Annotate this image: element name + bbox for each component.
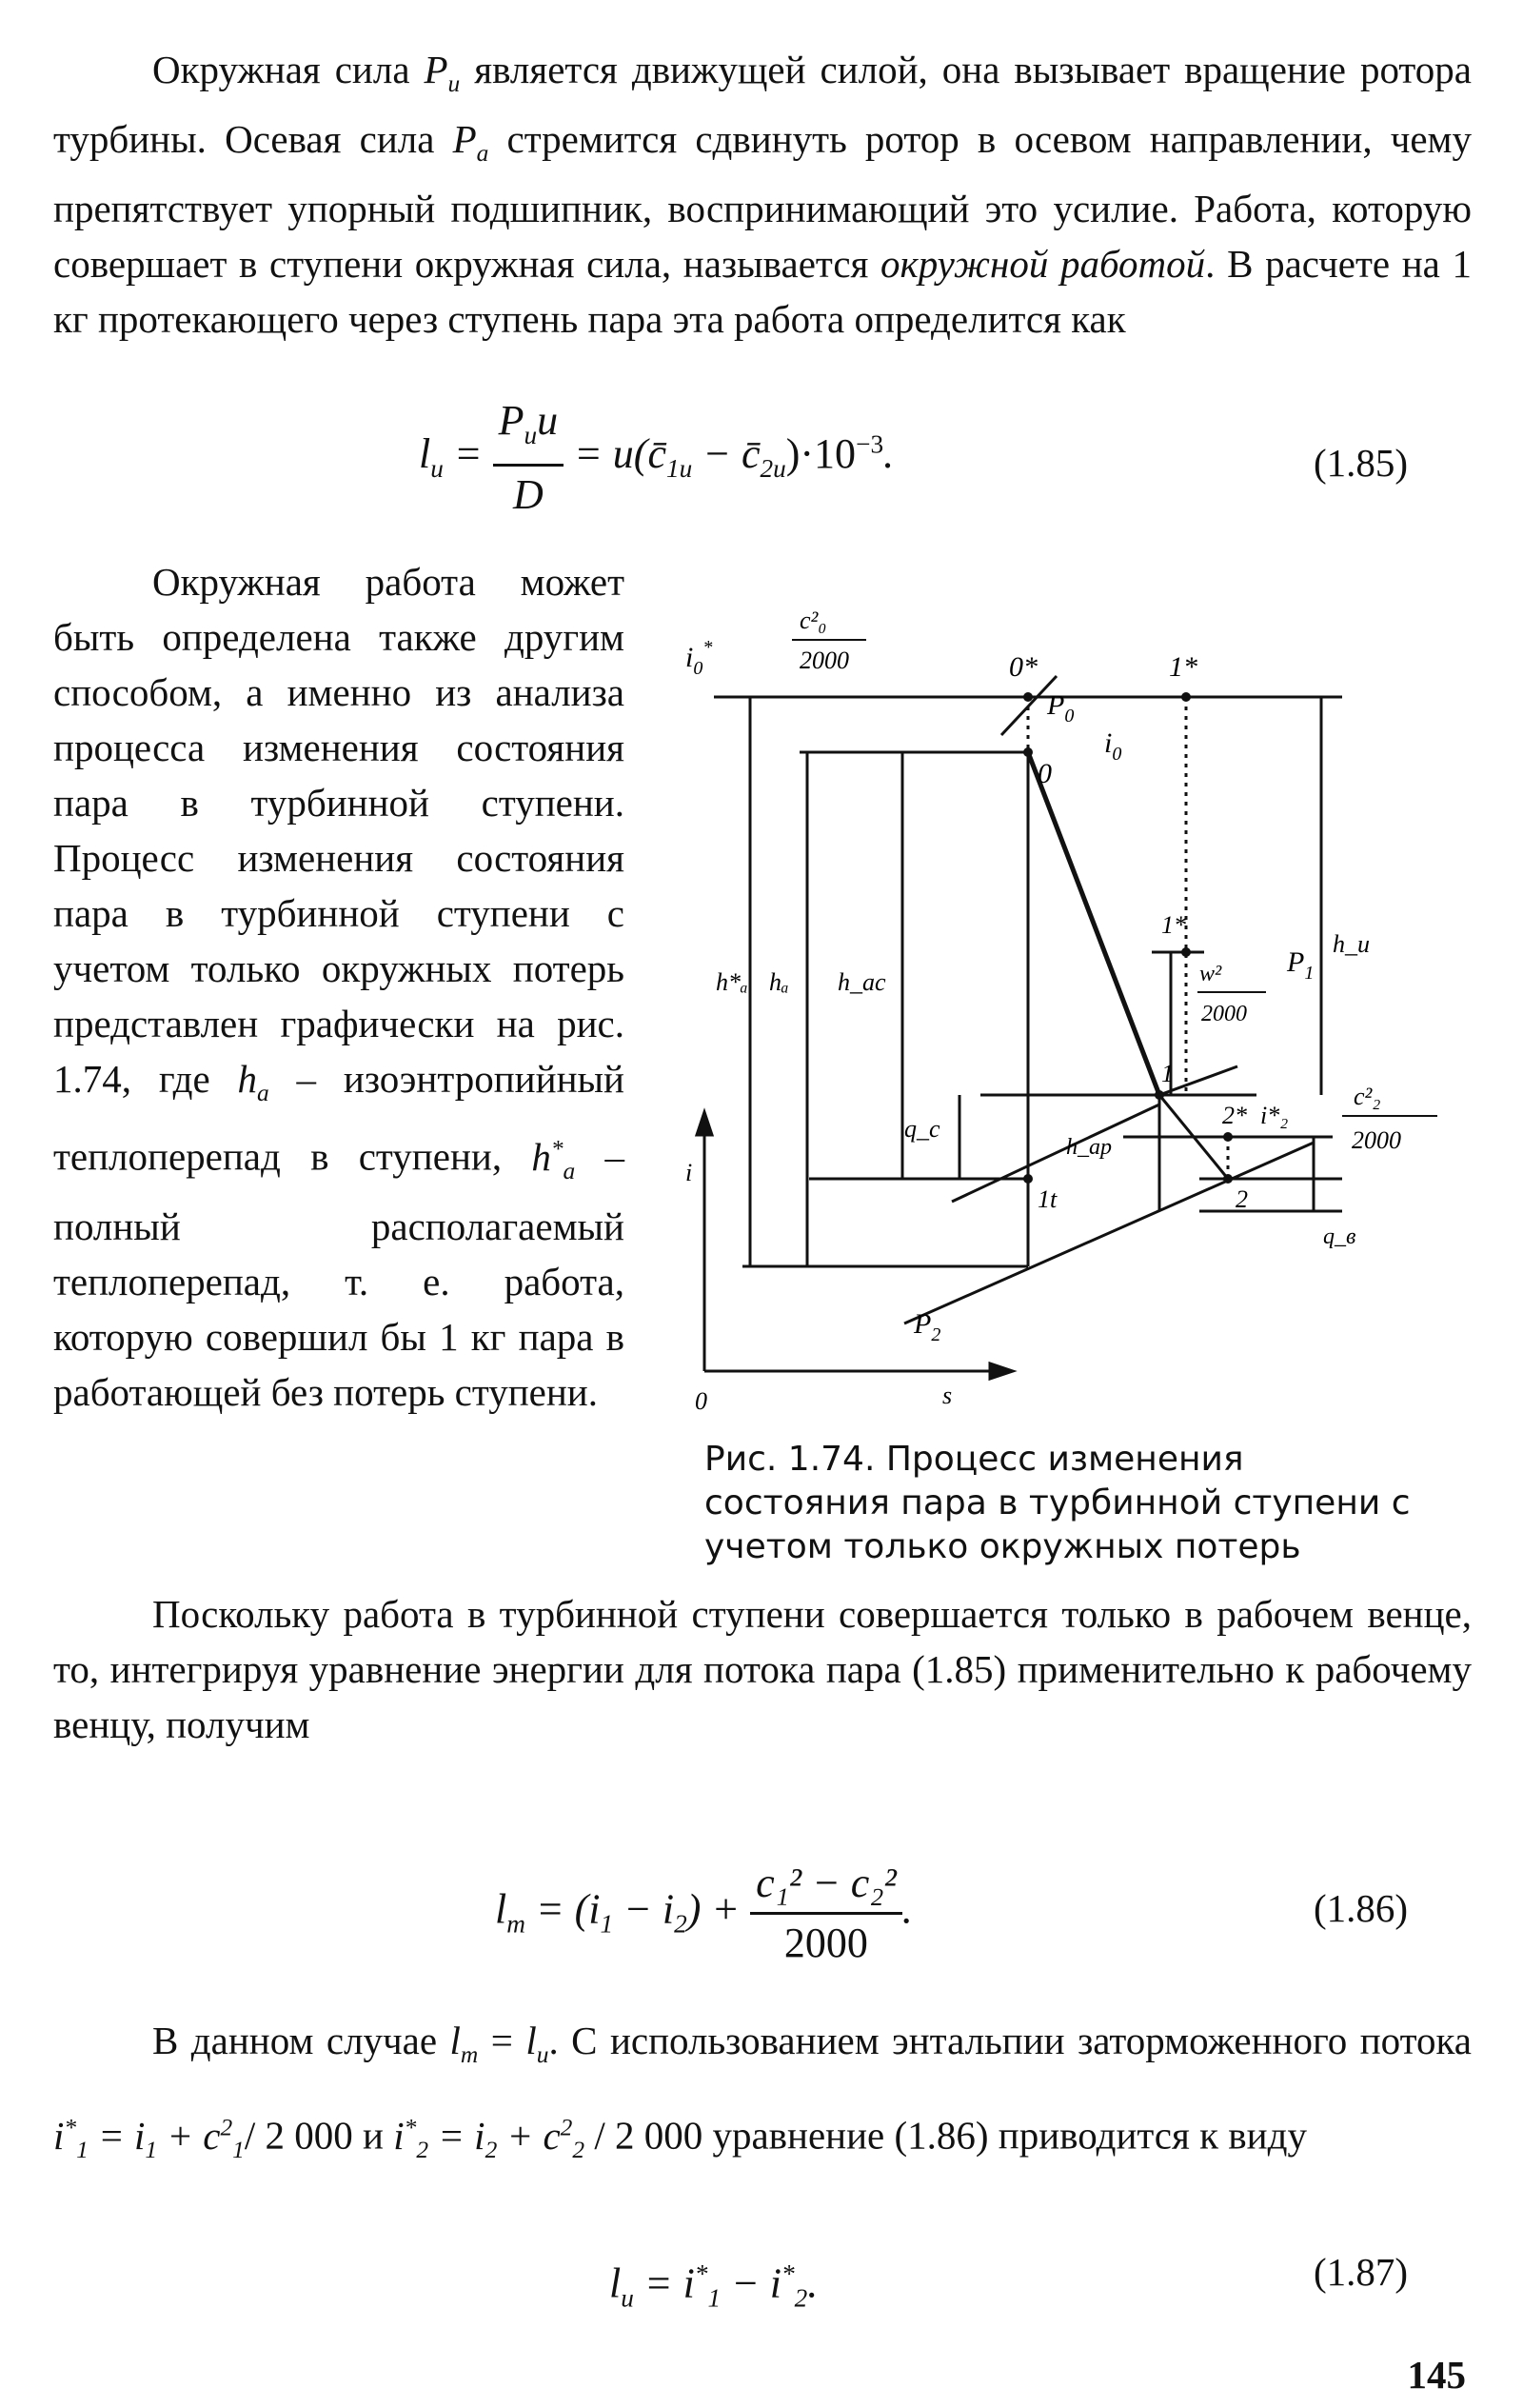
equation-1-87: $l_u = i^*_1 - i^*_2$. bbox=[609, 2259, 819, 2313]
label-p2: $P_2$ bbox=[914, 1308, 941, 1345]
point-2 bbox=[1223, 1174, 1233, 1184]
label-qc: q_c bbox=[904, 1115, 940, 1143]
isobar-p2 bbox=[904, 1143, 1314, 1323]
point-0 bbox=[1023, 747, 1033, 757]
label-i0-star: $i_0^*$ bbox=[685, 637, 713, 679]
label-0-star: 0* bbox=[1009, 651, 1038, 683]
point-1-star bbox=[1181, 947, 1191, 957]
process-line-0-1 bbox=[1028, 752, 1159, 1095]
label-axis-s: s bbox=[942, 1382, 953, 1409]
label-c0-num: c²₀ bbox=[800, 607, 827, 634]
label-c2-den: 2000 bbox=[1352, 1126, 1401, 1154]
figure-caption: Рис. 1.74. Процесс изменения состояния пара в турбинной ступени с учетом только окружных потерь bbox=[704, 1440, 1411, 1566]
paragraph-circumferential-force: Окружная сила $P_u$ является движущей силой, она вызывает вращение ротора турбины. Осевая сила $P_a$ стремится сдвинуть ротор в осевом направлении, чему препятствует упорный подшипник, воспринимающий это усилие. Работа, которую совершает в ступени окружная сила, называется окружной работой. В расчете на 1 кг протекающего через ступень пара эта работа определится как bbox=[53, 48, 1473, 342]
equation-1-85: $l_u$ = $\frac{P_uu}{D}$ = $u(c̄_{1u}$ − $c̄_{2u})\cdot 10^{-3}$. bbox=[419, 392, 894, 524]
label-axis-i: i bbox=[685, 1159, 693, 1186]
label-p0: $P_0$ bbox=[1047, 689, 1075, 726]
label-qv: q_в bbox=[1323, 1224, 1356, 1249]
label-w2-num: w² bbox=[1199, 962, 1222, 986]
label-w2-den: 2000 bbox=[1201, 1002, 1247, 1026]
page-number: 145 bbox=[1407, 2353, 1466, 2397]
label-hac: h_ac bbox=[838, 968, 886, 996]
paragraph-process-description: Окружная работа может быть определена также другим способом, а именно из анализа процесса изменения состояния пара в турбинной ступени. Процесс изменения состояния пара в турбинной ступени с учетом только окружных потерь представлен графически на рис. 1.74, где $h_a$ – изоэнтропийный теплоперепад в ступени, $h^*_a$ – полный располагаемый теплоперепад, т. е. работа, которую совершил бы 1 кг пара в работающей без потерь ступени. bbox=[53, 560, 625, 1415]
label-point-1t: 1t bbox=[1038, 1185, 1058, 1213]
symbol-pu: $P_u$ bbox=[424, 48, 461, 98]
fraction-pu-over-d: $\frac{P_uu}{D}$ bbox=[493, 392, 564, 524]
paragraph-stagnation: В данном случае $l_т = l_u$. С использованием энтальпии заторможенного потока $i^*_1 = i_1 + c^2_1/$ 2 000 и $i^*_2 = i_2 + c^2_2 / 2$ 000 уравнение (1.86) приводится к виду bbox=[53, 2019, 1472, 2164]
label-i2-star: i*₂ bbox=[1260, 1102, 1289, 1129]
axis-i-arrow-icon bbox=[697, 1112, 712, 1135]
label-hu: h_u bbox=[1333, 930, 1370, 958]
equation-number-1-85: (1.85) bbox=[1314, 441, 1409, 485]
term-circumferential-work: окружной работой bbox=[880, 242, 1206, 287]
equation-number-1-86: (1.86) bbox=[1314, 1886, 1409, 1930]
symbol-pa: $P_a$ bbox=[452, 117, 489, 168]
label-1-star: 1* bbox=[1161, 911, 1186, 939]
point-2-star bbox=[1223, 1132, 1233, 1142]
equation-number-1-87: (1.87) bbox=[1314, 2250, 1409, 2294]
label-hap: h_ар bbox=[1066, 1135, 1112, 1160]
label-c0-den: 2000 bbox=[800, 647, 849, 674]
label-point-2: 2 bbox=[1236, 1185, 1248, 1213]
label-ha-star: h*ₐ bbox=[716, 968, 748, 996]
symbol-ha-star: $h^*_a$ bbox=[531, 1134, 576, 1185]
point-1-star-top bbox=[1181, 692, 1191, 702]
figure-1-74-is-diagram bbox=[666, 571, 1466, 1428]
axis-s-arrow-icon bbox=[990, 1363, 1013, 1379]
label-2-star: 2* bbox=[1222, 1102, 1247, 1129]
point-1t bbox=[1023, 1174, 1033, 1184]
label-i0: $i_0$ bbox=[1104, 727, 1122, 765]
paragraph-rotor-work: Поскольку работа в турбинной ступени совершается только в рабочем венце, то, интегрируя уравнение энергии для потока пара (1.85) применительно к рабочему венцу, получим bbox=[53, 1592, 1472, 1746]
label-ha: hₐ bbox=[769, 968, 789, 996]
label-c2-num: c²₂ bbox=[1354, 1083, 1381, 1110]
label-origin: 0 bbox=[695, 1387, 707, 1415]
label-point-1: 1 bbox=[1161, 1060, 1174, 1087]
equation-1-86: $l_т = (i_1 - i_2)$ + $\frac{\text{c₁² − c₂²}}{2000}$ . bbox=[495, 1855, 913, 1972]
point-0-star bbox=[1023, 692, 1033, 702]
symbol-ha: $h_a$ bbox=[237, 1057, 269, 1107]
label-1-star-top: 1* bbox=[1169, 651, 1197, 683]
fraction-kinetic-energy: $\frac{\text{c₁² − c₂²}}{2000}$ bbox=[750, 1855, 902, 1972]
point-1 bbox=[1155, 1090, 1164, 1100]
label-p1: $P_1$ bbox=[1287, 946, 1315, 984]
label-point-0: 0 bbox=[1038, 758, 1052, 789]
